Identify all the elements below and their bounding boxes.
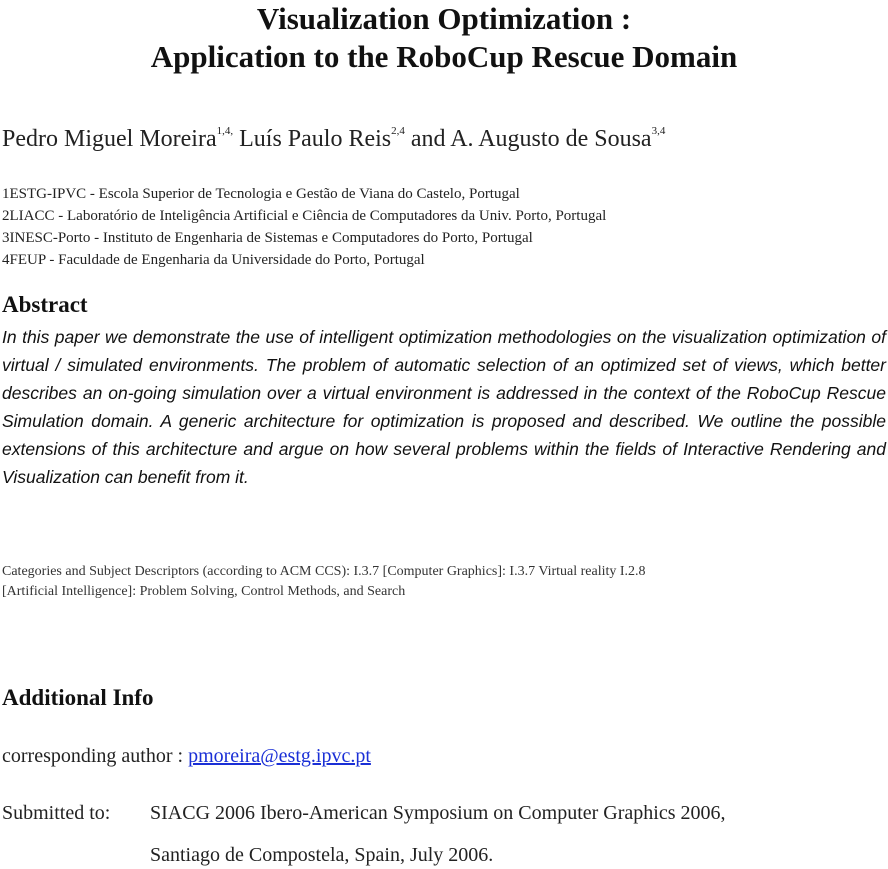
affiliation-1: 1ESTG-IPVC - Escola Superior de Tecnologia e Gestão de Viana do Castelo, Portugal — [2, 186, 520, 202]
submitted-venue-line-1: SIACG 2006 Ibero-American Symposium on Computer Graphics 2006, — [150, 802, 726, 824]
affiliation-4: 4FEUP - Faculdade de Engenharia da Universidade do Porto, Portugal — [2, 252, 425, 268]
categories-line-1: Categories and Subject Descriptors (according to ACM CCS): I.3.7 [Computer Graphics]: I.3.7 Virtual reality I.2.8 — [2, 564, 646, 579]
author-name: Luís Paulo Reis — [239, 126, 392, 152]
affiliation-3: 3INESC-Porto - Instituto de Engenharia de Sistemas e Computadores do Porto, Portugal — [2, 230, 533, 246]
author-separator: and — [404, 126, 451, 152]
abstract-text: In this paper we demonstrate the use of intelligent optimization methodologies on the visualization optimization of virtual / simulated environments. The problem of automatic selection of an optimized set of views, which better describes an on-going simulation over a virtual environment is addressed in the context of the RoboCup Rescue Simulation domain. A generic architecture for optimization is proposed and described. We outline the possible extensions of this architecture and argue on how several problems within the fields of Interactive Rendering and Visualization can benefit from it. — [2, 327, 886, 487]
author-affiliation-marker: 2,4 — [391, 125, 405, 137]
additional-info-heading: Additional Info — [2, 685, 154, 710]
corresponding-author-label: corresponding author : — [2, 745, 189, 767]
corresponding-author — [2, 742, 371, 770]
author-list — [2, 116, 665, 154]
author-affiliation-marker: 3,4 — [651, 125, 666, 137]
author-affiliation-marker: 1,4, — [216, 125, 234, 137]
affiliation-2: 2LIACC - Laboratório de Inteligência Artificial e Ciência de Computadores da Univ. Porto, Portugal — [2, 208, 607, 224]
abstract-heading: Abstract — [2, 292, 88, 317]
author-name: Pedro Miguel Moreira — [2, 126, 217, 152]
categories-line-2: [Artificial Intelligence]: Problem Solving, Control Methods, and Search — [2, 584, 406, 599]
submitted-to-label: Submitted to: — [2, 802, 111, 824]
submitted-venue-line-2: Santiago de Compostela, Spain, July 2006. — [150, 844, 494, 866]
corresponding-author-email-link[interactable]: pmoreira@estg.ipvc.pt — [188, 745, 371, 767]
paper-title-line-2: Application to the RoboCup Rescue Domain — [150, 39, 738, 74]
author-name: A. Augusto de Sousa — [450, 126, 652, 152]
paper-title-line-1: Visualization Optimization : — [256, 1, 632, 36]
